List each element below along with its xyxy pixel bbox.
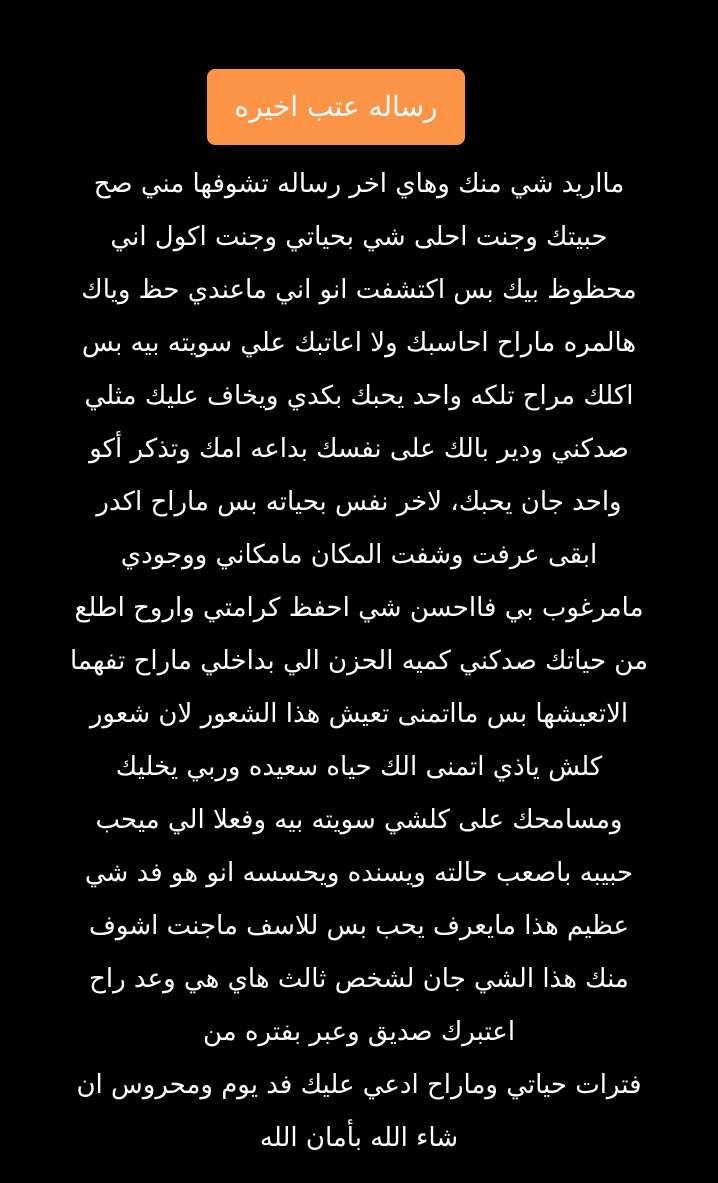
message-line: واحد جان يحبك، لاخر نفس بحياته بس ماراح اكدر	[96, 487, 622, 517]
message-body	[40, 158, 678, 1165]
message-line: منك هذا الشي جان لشخص ثالث هاي هي وعد راح	[89, 964, 629, 994]
message-line: مااريد شي منك وهاي اخر رساله تشوفها مني صح	[93, 169, 625, 199]
message-line: هالمره ماراح احاسبك ولا اعاتبك علي سويته بيه بس	[81, 328, 637, 358]
message-title: رساله عتب اخيره	[234, 90, 438, 123]
message-line: كلش ياذي اتمنى الك حياه سعيده وربي يخليك	[115, 752, 603, 782]
message-line: مامرغوب بي فااحسن شي احفظ كرامتي واروح اطلع	[74, 593, 644, 623]
message-line: حبيبه باصعب حالته ويسنده ويحسسه انو هو فد شي	[84, 858, 634, 888]
message-line: اعتبرك صديق وعبر بفتره من	[202, 1017, 516, 1047]
message-line: عظيم هذا مايعرف يحب بس للاسف ماجنت اشوف	[88, 911, 630, 941]
message-line: حبيتك وجنت احلى شي بحياتي وجنت اكول اني	[110, 222, 608, 252]
title-banner	[207, 69, 465, 145]
message-line: الاتعيشها بس مااتمنى تعيش هذا الشعور لان شعور	[89, 699, 629, 729]
message-line: ومسامحك على كلشي سويته بيه وفعلا الي ميحب	[95, 805, 623, 835]
message-line: شاء الله بأمان الله	[259, 1123, 459, 1153]
message-line: اكلك مراح تلكه واحد يحبك بكدي ويخاف عليك مثلي	[84, 381, 634, 411]
message-line: محظوظ بيك بس اكتشفت انو اني ماعندي حظ وياك	[81, 275, 637, 305]
message-line: ابقى عرفت وشفت المكان مامكاني ووجودي	[120, 540, 598, 570]
message-line: من حياتك صدكني كميه الحزن الي بداخلي ماراح تفهما	[69, 646, 649, 676]
message-line: فترات حياتي وماراح ادعي عليك فد يوم ومحروس ان	[76, 1070, 642, 1100]
message-line: صدكني ودير بالك على نفسك بداعه امك وتذكر أكو	[89, 434, 629, 464]
